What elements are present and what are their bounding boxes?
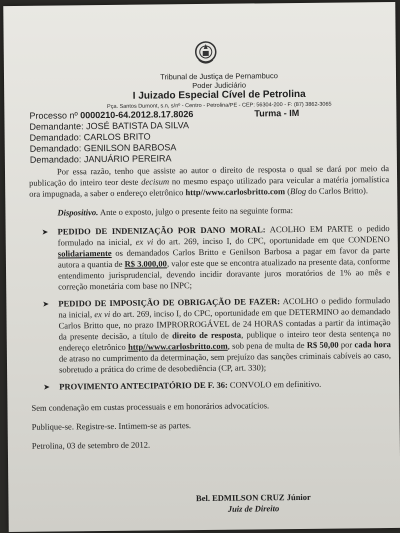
process-number: 0000210-64.2012.8.17.8026 <box>80 109 194 121</box>
arrow-bullet-icon: ➤ <box>42 299 50 309</box>
defendant-label: Demandado: <box>29 132 82 143</box>
defendant-name: CARLOS BRITO <box>83 131 151 143</box>
court-name: Tribunal de Justiça de Pernambuco <box>160 71 278 82</box>
court-unit: I Juizado Especial Cível de Petrolina <box>132 88 306 102</box>
defendant-name: GENILSON BARBOSA <box>83 142 177 154</box>
list-item: ➤ PEDIDO DE INDENIZAÇÃO POR DANO MORAL: ACOLHO EM PARTE o pedido formulado na inicial, ex vi do art. 269, inciso I, do CPC, oportunidade em que CONDENO solidariamente os demandados Carlos Britto e Genilson Barbosa a pagar em favor da parte autora a quantia de R$ 3.000,00, valor este que se encontra atualizado na presente data, conforme entendimento jurisprudencial, devendo incidir doravante juros moratórios de 1% ao mês e correção monetária com base no INPC; <box>41 223 391 292</box>
blog-link: http//www.carlosbritto.com <box>185 186 286 198</box>
coat-of-arms-icon <box>194 40 218 66</box>
paragraph-date: Petrolina, 03 de setembro de 2012. <box>31 439 151 451</box>
judge-role: Juiz de Direito <box>227 503 280 514</box>
list-item: ➤ PEDIDO DE IMPOSIÇÃO DE OBRIGAÇÃO DE FAZER: ACOLHO o pedido formulado na inicial, ex vi do art. 269, inciso I, do CPC, oportunidade em que DETERMINO ao demandado Carlos Britto que, no prazo IMPRORROGÁVEL de 24 HORAS contadas a partir da intimação da presente decisão, a título de direito de resposta, publique o inteiro teor desta sentença no endereço eletrônico http//www.carlosbritto.com, sob pena de multa de R$ 50,00 por cada hora de atraso no cumprimento da determinação, sem prejuízo das sanções criminais cabíveis ao caso, sobretudo a prática do crime de desobediência (CP, art. 330); <box>42 295 391 375</box>
court-address: Pça. Santos Dumont, s.n, s/nº - Centro - Petrolina/PE - CEP: 56304-200 - F: (87) 3862-3065 <box>106 101 332 110</box>
judge-name: Bel. EDMILSON CRUZ Júnior <box>195 491 311 504</box>
decision-body <box>29 163 392 460</box>
court-header <box>104 71 334 111</box>
list-item: ➤ PROVIMENTO ANTECIPATÓRIO DE F. 36: CONVOLO em definitivo. <box>43 378 322 392</box>
defendant-label: Demandado: <box>29 154 82 165</box>
arrow-bullet-icon: ➤ <box>43 382 50 392</box>
case-parties <box>29 107 370 166</box>
arrow-bullet-icon: ➤ <box>41 227 49 237</box>
document-page <box>3 2 400 532</box>
paragraph-dispositivo: Dispositivo. Ante o exposto, julgo o presente feito na seguinte forma: <box>57 205 294 218</box>
process-label: Processo nº <box>29 110 78 121</box>
paragraph-publish: Publique-se. Registre-se. Intimem-se as partes. <box>31 420 192 432</box>
plaintiff-name: JOSÉ BATISTA DA SILVA <box>86 120 190 132</box>
turma: Turma - IM <box>254 107 300 119</box>
blog-link: http//www.carlosbritto.com <box>128 340 228 352</box>
court-branch: Poder Judiciário <box>192 80 247 91</box>
paragraph-costs: Sem condenação em custas processuais e em honorários advocatícios. <box>31 400 270 413</box>
defendant-label: Demandado: <box>29 143 82 154</box>
paragraph-reasoning: Por essa razão, tenho que assiste ao autor o direito de resposta o qual se dará por meio da publicação do inteiro teor deste decisum no mesmo espaço utilizado para veicular a matéria jornalística ora impugnada, a saber o endereço eletrônico http//www.carlosbritto.com (Blog do Carlos Britto). <box>29 163 390 199</box>
plaintiff-label: Demandante: <box>29 121 84 132</box>
defendant-name: JANUÁRIO PEREIRA <box>83 153 172 165</box>
signature-block <box>128 491 378 516</box>
